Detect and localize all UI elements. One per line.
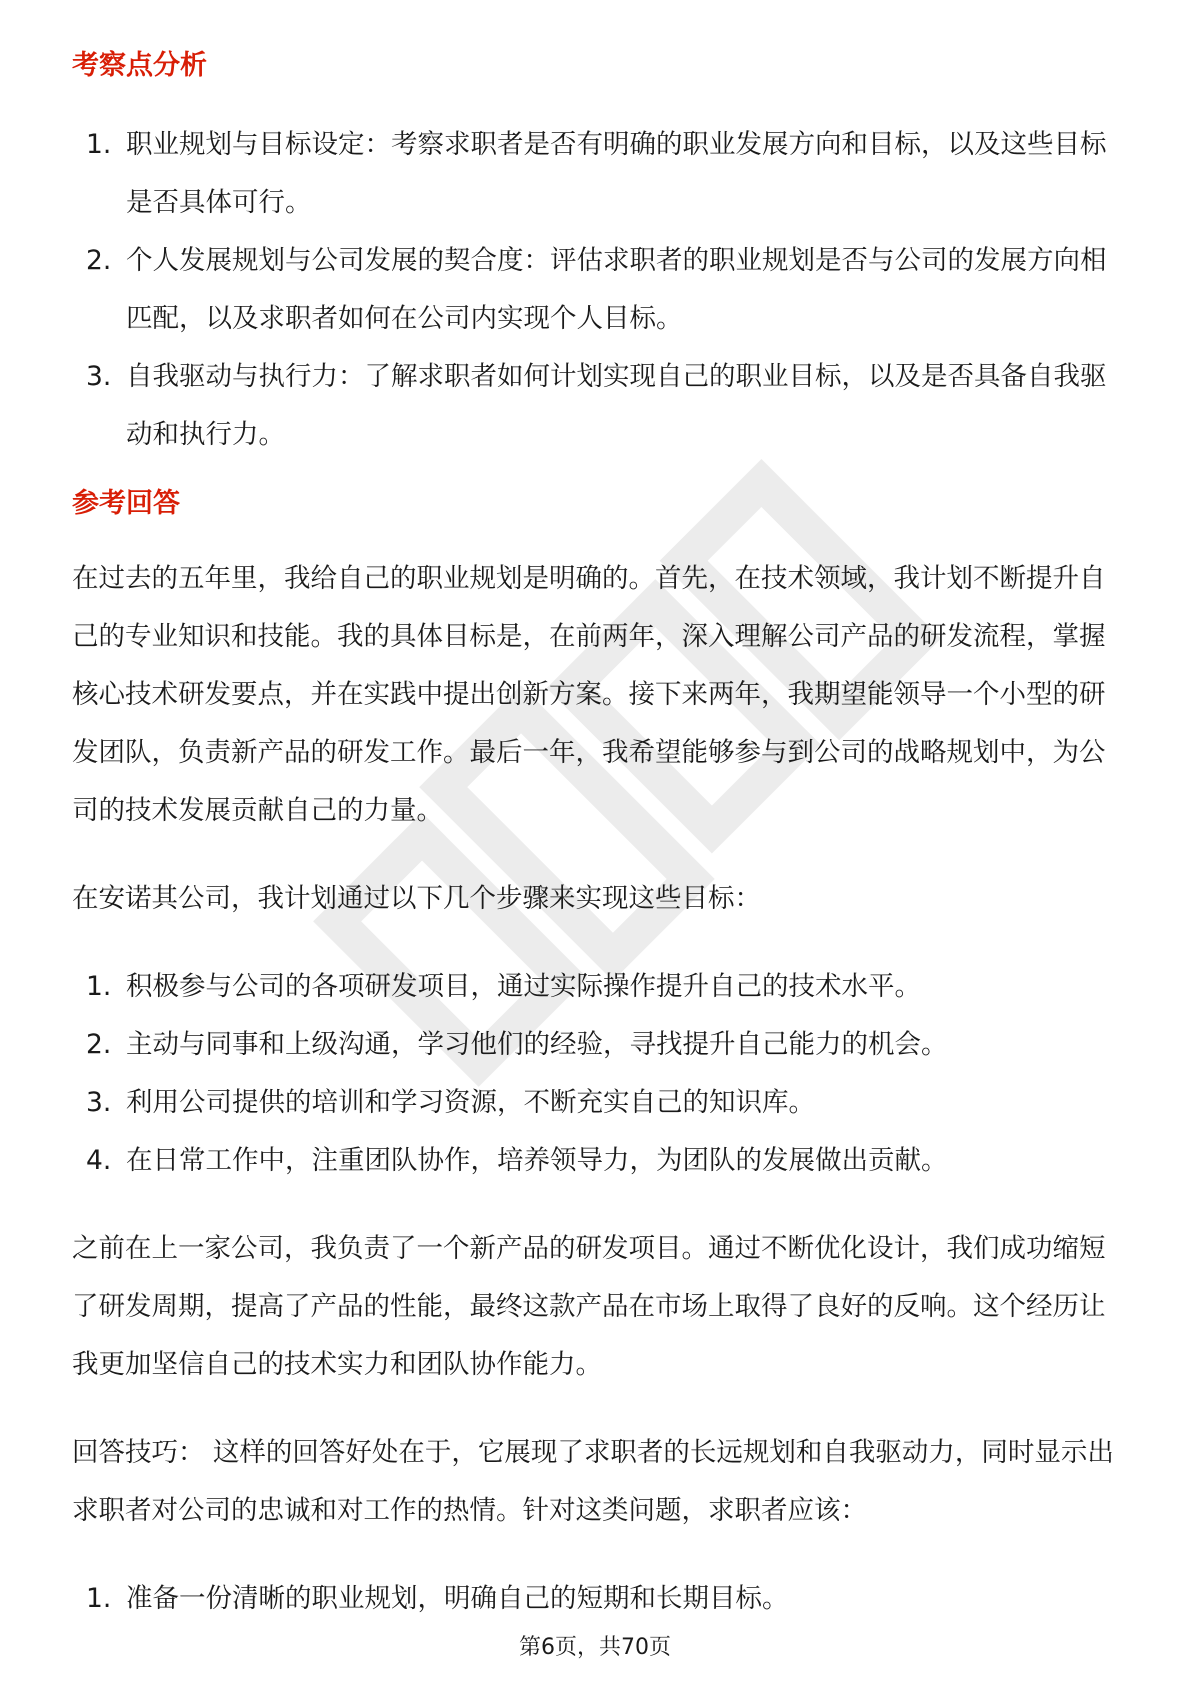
list-item xyxy=(72,116,1122,232)
answer-paragraph: 在安诺其公司，我计划通过以下几个步骤来实现这些目标： xyxy=(72,883,761,914)
list-item-text: 在日常工作中，注重团队协作，培养领导力，为团队的发展做出贡献。 xyxy=(126,1145,948,1176)
answer-paragraph: 之前在上一家公司，我负责了一个新产品的研发项目。通过不断优化设计，我们成功缩短了研发周期，提高了产品的性能，最终这款产品在市场上取得了良好的反响。这个经历让我更加坚信自己的技术实力和团队协作能力。 xyxy=(72,1233,1106,1380)
list-item-text: 准备一份清晰的职业规划，明确自己的短期和长期目标。 xyxy=(126,1583,789,1614)
list-item xyxy=(72,958,1122,1016)
list-item xyxy=(72,348,1122,464)
list-item-text: 利用公司提供的培训和学习资源，不断充实自己的知识库。 xyxy=(126,1087,815,1118)
analysis-heading: 考察点分析 xyxy=(72,50,207,81)
list-number: 2. xyxy=(86,1029,112,1060)
list-item-text: 个人发展规划与公司发展的契合度：评估求职者的职业规划是否与公司的发展方向相匹配，以及求职者如何在公司内实现个人目标。 xyxy=(126,245,1107,334)
list-item-text: 主动与同事和上级沟通，学习他们的经验，寻找提升自己能力的机会。 xyxy=(126,1029,948,1060)
list-item xyxy=(72,1074,1122,1132)
list-number: 2. xyxy=(86,245,112,276)
list-number: 1. xyxy=(86,129,112,160)
list-item xyxy=(72,1016,1122,1074)
list-number: 1. xyxy=(86,1583,112,1614)
analysis-list xyxy=(72,116,1122,464)
answer-heading: 参考回答 xyxy=(72,488,180,519)
tips-list xyxy=(72,1570,1122,1628)
steps-list xyxy=(72,958,1122,1190)
list-item-text: 职业规划与目标设定：考察求职者是否有明确的职业发展方向和目标，以及这些目标是否具体可行。 xyxy=(126,129,1107,218)
list-number: 4. xyxy=(86,1145,112,1176)
answer-paragraph: 在过去的五年里，我给自己的职业规划是明确的。首先，在技术领域，我计划不断提升自己的专业知识和技能。我的具体目标是，在前两年，深入理解公司产品的研发流程，掌握核心技术研发要点，并在实践中提出创新方案。接下来两年，我期望能领导一个小型的研发团队，负责新产品的研发工作。最后一年，我希望能够参与到公司的战略规划中，为公司的技术发展贡献自己的力量。 xyxy=(72,563,1106,826)
list-item-text: 自我驱动与执行力：了解求职者如何计划实现自己的职业目标，以及是否具备自我驱动和执行力。 xyxy=(126,361,1107,450)
list-number: 3. xyxy=(86,361,112,392)
list-item xyxy=(72,1132,1122,1190)
list-item xyxy=(72,1570,1122,1628)
list-item xyxy=(72,232,1122,348)
list-item-text: 积极参与公司的各项研发项目，通过实际操作提升自己的技术水平。 xyxy=(126,971,921,1002)
page-footer: 第6页，共70页 xyxy=(519,1635,671,1660)
list-number: 1. xyxy=(86,971,112,1002)
document-page xyxy=(72,46,1122,1628)
list-number: 3. xyxy=(86,1087,112,1118)
tips-paragraph: 回答技巧： 这样的回答好处在于，它展现了求职者的长远规划和自我驱动力，同时显示出求职者对公司的忠诚和对工作的热情。针对这类问题，求职者应该： xyxy=(72,1437,1114,1526)
